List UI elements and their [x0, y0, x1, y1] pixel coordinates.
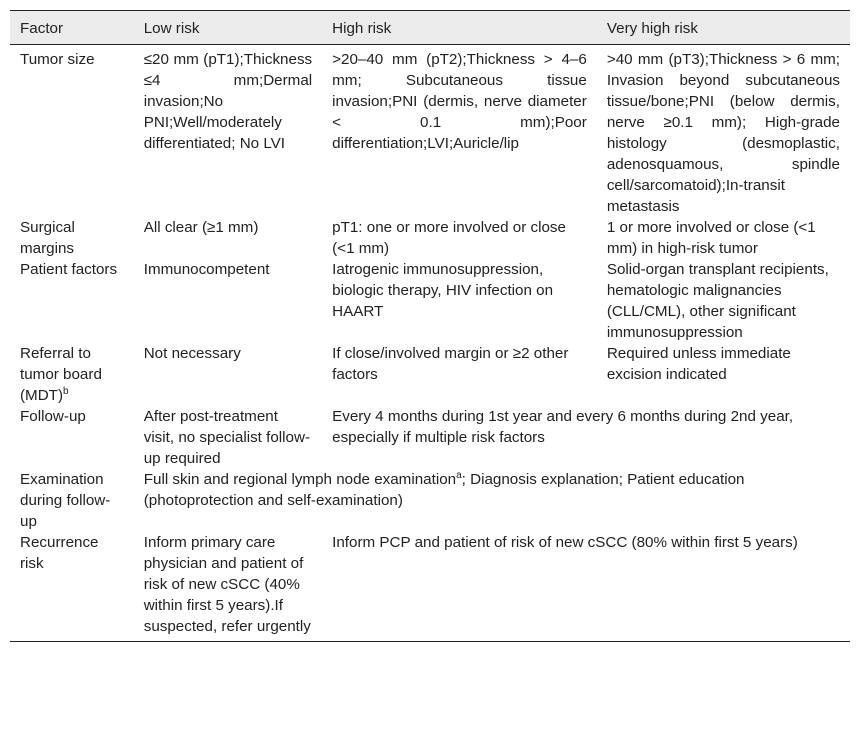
examination-text-end: ; Diagnosis explanation; Patient education (photoprotection and self-examination): [143, 471, 745, 509]
examination-text-start: Full skin and regional lymph node examination: [143, 471, 457, 488]
cell-high-and-very-high-risk: Inform PCP and patient of risk of new cSCC (80% within first 5 years): [322, 532, 850, 642]
cell-low-risk: After post-treatment visit, no specialist follow-up required: [143, 408, 310, 467]
risk-stratification-table: [10, 10, 850, 642]
cell-high-risk: >20–40 mm (pT2);Thickness > 4–6 mm; Subcutaneous tissue invasion;PNI (dermis, nerve diameter < 0.1 mm);Poor differentiation;LVI;Auricle/lip: [332, 51, 587, 152]
cell-low-risk: ≤20 mm (pT1);Thickness ≤4 mm;Dermal invasion;No PNI;Well/moderately differentiated; No LVI: [143, 51, 313, 152]
cell-factor: Follow-up: [20, 408, 86, 425]
table-row-surgical-margins: [10, 217, 850, 259]
header-high-risk: High risk: [322, 11, 597, 45]
table-row-patient-factors: [10, 259, 850, 343]
cell-factor: Recurrence risk: [10, 532, 134, 642]
cell-low-risk: Immunocompetent: [143, 261, 270, 278]
cell-high-and-very-high-risk: Every 4 months during 1st year and every 6 months during 2nd year, especially if multiple risk factors: [332, 408, 794, 446]
header-low-risk: Low risk: [134, 11, 322, 45]
header-factor: Factor: [10, 11, 134, 45]
cell-low-risk: Not necessary: [143, 345, 241, 362]
table-header: [10, 11, 850, 45]
footnote-marker: a: [456, 469, 462, 481]
table-row-examination: [10, 469, 850, 532]
cell-factor: Patient factors: [20, 261, 118, 278]
table-row-follow-up: [10, 406, 850, 469]
cell-very-high-risk: 1 or more involved or close (<1 mm) in high-risk tumor: [606, 219, 816, 257]
cell-very-high-risk: Required unless immediate excision indicated: [606, 345, 791, 383]
cell-factor: Surgical margins: [20, 219, 75, 257]
cell-low-risk: Inform primary care physician and patient of risk of new cSCC (40% within first 5 years).If suspected, refer urgently: [134, 532, 322, 642]
table-row-referral: [10, 343, 850, 406]
cell-low-risk: All clear (≥1 mm): [143, 219, 259, 236]
header-row: [10, 11, 850, 45]
cell-all-risk-levels: [134, 469, 850, 532]
risk-table-container: [10, 10, 850, 737]
cell-very-high-risk: Solid-organ transplant recipients, hematologic malignancies (CLL/CML), other significant immunosuppression: [606, 261, 829, 341]
cell-factor: Tumor size: [20, 51, 95, 68]
cell-high-risk: pT1: one or more involved or close (<1 mm): [332, 219, 566, 257]
footnote-marker: b: [63, 385, 69, 397]
table-body: [10, 45, 850, 642]
cell-very-high-risk: >40 mm (pT3);Thickness > 6 mm; Invasion beyond subcutaneous tissue/bone;PNI (below dermis, nerve ≥0.1 mm); High-grade histology (desmoplastic, adenosquamous, spindle cell/sarcomatoid);In-transit metastasis: [606, 51, 840, 215]
factor-text: Referral to tumor board (MDT): [20, 345, 102, 404]
cell-factor: Examination during follow-up: [20, 471, 111, 530]
header-very-high-risk: Very high risk: [597, 11, 850, 45]
table-row-tumor-size: [10, 45, 850, 218]
cell-high-risk: Iatrogenic immunosuppression, biologic therapy, HIV infection on HAART: [332, 261, 554, 320]
cell-factor: [10, 343, 134, 406]
table-row-recurrence: [10, 532, 850, 642]
cell-high-risk: If close/involved margin or ≥2 other factors: [332, 345, 569, 383]
